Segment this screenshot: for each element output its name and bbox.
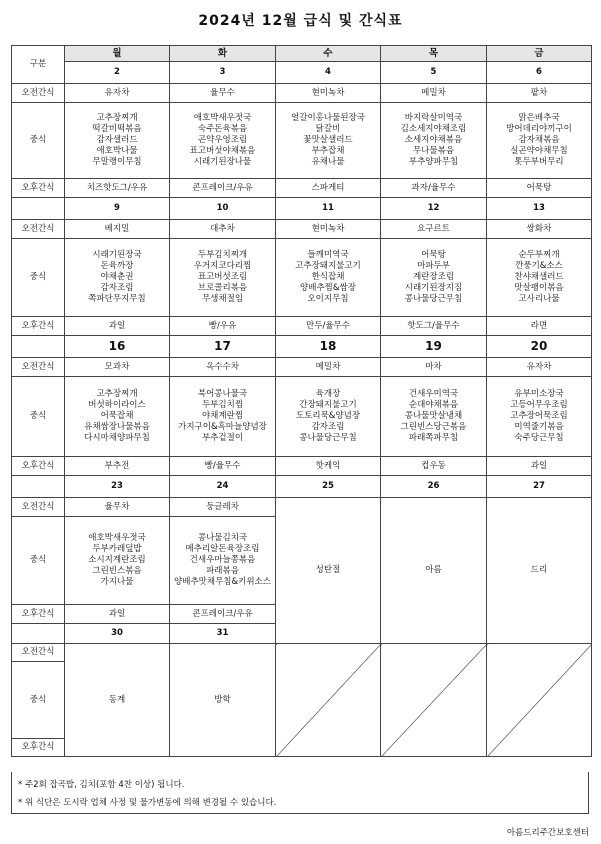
- note-2: * 위 식단은 도시락 업체 사정 및 물가변동에 의해 변경될 수 있습니다.: [18, 798, 277, 808]
- morning-snack-cell: 율무수: [170, 84, 276, 103]
- date-cell: 2: [65, 62, 170, 84]
- vacation-cell: 동계: [65, 644, 170, 757]
- afternoon-snack-cell: 스파게티: [276, 179, 381, 198]
- note-1: * 주2회 잡곡밥, 김치(포함 4찬 이상) 됩니다.: [18, 780, 185, 790]
- lunch-item: 고추장찌개: [96, 389, 138, 399]
- morning-snack-cell: 유자차: [487, 358, 592, 377]
- lunch-cell: [276, 239, 381, 317]
- lunch-item: 한식잡채: [311, 272, 345, 282]
- lunch-item: 버섯하이라이스: [88, 400, 146, 410]
- empty-crossed-cell: [276, 644, 381, 757]
- lunch-item: 파래볶음: [206, 566, 239, 576]
- afternoon-snack-cell: 과일: [487, 457, 592, 476]
- lunch-item: 김소세지야채조림: [400, 124, 467, 134]
- morning-label: 오전간식: [12, 644, 65, 662]
- morning-snack-cell: 팥차: [487, 84, 592, 103]
- lunch-item: 애호박새우젓국: [193, 113, 252, 123]
- lunch-item: 유채쌈장나물볶음: [84, 422, 150, 432]
- date-cell: 16: [65, 336, 170, 358]
- afternoon-snack-cell: 핫도그/율무수: [381, 317, 487, 336]
- lunch-item: 소시지계란조림: [88, 555, 146, 565]
- afternoon-snack-cell: 만두/율무수: [276, 317, 381, 336]
- lunch-item: 부추양파무침: [408, 157, 459, 167]
- lunch-item: 부추겉절이: [201, 433, 244, 443]
- date-cell: 4: [276, 62, 381, 84]
- lunch-cell: [381, 103, 487, 179]
- lunch-item: 유채나물: [311, 157, 345, 167]
- date-row-spacer: [12, 624, 65, 644]
- afternoon-snack-cell: 빵/우유: [170, 317, 276, 336]
- lunch-item: 감자샐러드: [96, 135, 138, 145]
- lunch-item: 애호박나물: [96, 146, 138, 156]
- vacation-cell: 방학: [170, 644, 276, 757]
- lunch-label: 중식: [12, 239, 65, 317]
- lunch-item: 찬샤채샐러드: [514, 272, 564, 282]
- day-header: 월: [65, 46, 170, 62]
- lunch-item: 우거지코다리찜: [193, 261, 252, 271]
- page-title: 2024년 12월 급식 및 간식표: [198, 13, 403, 29]
- lunch-item: 브로콜리볶음: [197, 283, 248, 293]
- date-cell: 20: [487, 336, 592, 358]
- lunch-item: 콩나물맛살냉채: [404, 411, 463, 421]
- lunch-item: 유부미소장국: [514, 389, 564, 399]
- lunch-cell: [65, 239, 170, 317]
- lunch-item: 숙주당근무침: [514, 433, 564, 443]
- lunch-item: 양배추맛채무침&키위소스: [174, 577, 271, 587]
- afternoon-snack-cell: 핫케익: [276, 457, 381, 476]
- morning-snack-cell: 메밀차: [276, 358, 381, 377]
- date-cell: 31: [170, 624, 276, 644]
- lunch-item: 쪽파단무지무침: [88, 294, 146, 304]
- date-cell: 11: [276, 198, 381, 220]
- morning-snack-cell: 메밀차: [381, 84, 487, 103]
- lunch-cell: [276, 103, 381, 179]
- lunch-item: 간장돼지불고기: [299, 400, 357, 410]
- lunch-item: 실곤약야채무침: [510, 146, 568, 156]
- date-cell: 25: [276, 476, 381, 498]
- lunch-item: 건새우마늘쫑볶음: [189, 555, 256, 565]
- lunch-item: 부추잡채: [311, 146, 345, 156]
- lunch-label: 중식: [12, 103, 65, 179]
- empty-crossed-cell: [381, 644, 487, 757]
- morning-snack-cell: 유자차: [65, 84, 170, 103]
- morning-snack-cell: 마차: [381, 358, 487, 377]
- lunch-item: 고추장찌개: [96, 113, 138, 123]
- lunch-cell: [487, 239, 592, 317]
- lunch-item: 감자조림: [311, 422, 345, 432]
- afternoon-snack-cell: 콘프레이크/우유: [170, 179, 276, 198]
- lunch-item: 계란장조림: [412, 272, 455, 282]
- lunch-cell: [65, 517, 170, 605]
- lunch-item: 맛살팽이볶음: [514, 283, 564, 293]
- lunch-item: 방어데리야끼구이: [506, 124, 572, 134]
- lunch-item: 닭갈비: [315, 124, 341, 134]
- date-row-spacer: [12, 336, 65, 358]
- lunch-item: 돈육까장: [100, 261, 134, 271]
- afternoon-snack-cell: 과일: [65, 317, 170, 336]
- morning-snack-cell: 쌍화차: [487, 220, 592, 239]
- footer-center-name: 아름드리주간보호센터: [506, 828, 589, 838]
- lunch-cell: [487, 103, 592, 179]
- lunch-item: 애호박새우젓국: [88, 533, 146, 543]
- lunch-item: 건새우미역국: [408, 389, 459, 399]
- morning-label: 오전간식: [12, 220, 65, 239]
- lunch-item: 고추장돼지불고기: [295, 261, 361, 271]
- gubun-label: 구분: [12, 46, 65, 84]
- morning-snack-cell: 율무차: [65, 498, 170, 517]
- lunch-item: 시래기된장지짐: [404, 283, 463, 293]
- notes-box: [11, 772, 589, 814]
- date-cell: 27: [487, 476, 592, 498]
- date-cell: 9: [65, 198, 170, 220]
- lunch-item: 도토리묵&양념장: [295, 411, 361, 421]
- morning-label: 오전간식: [12, 358, 65, 377]
- date-cell: 13: [487, 198, 592, 220]
- morning-snack-cell: 요구르트: [381, 220, 487, 239]
- lunch-item: 야채춘권: [100, 272, 134, 282]
- lunch-cell: [170, 377, 276, 457]
- lunch-item: 가지구이&흑마늘양념장: [178, 422, 267, 432]
- afternoon-label: 오후간식: [12, 317, 65, 336]
- date-cell: 17: [170, 336, 276, 358]
- lunch-item: 표고버섯야채볶음: [189, 146, 256, 156]
- lunch-item: 꽃맛살샐러드: [303, 135, 353, 145]
- afternoon-snack-cell: 부추전: [65, 457, 170, 476]
- lunch-cell: [487, 377, 592, 457]
- lunch-item: 야채계란찜: [201, 411, 244, 421]
- lunch-item: 표고버섯조림: [197, 272, 248, 282]
- lunch-item: 시래기된장나물: [193, 157, 252, 167]
- morning-label: 오전간식: [12, 498, 65, 517]
- afternoon-snack-cell: 라면: [487, 317, 592, 336]
- morning-snack-cell: 현미녹차: [276, 84, 381, 103]
- lunch-item: 양배추찜&쌈장: [300, 283, 356, 293]
- lunch-item: 감자조림: [100, 283, 134, 293]
- morning-snack-cell: 모과차: [65, 358, 170, 377]
- lunch-item: 순대야채볶음: [408, 400, 459, 410]
- lunch-cell: [381, 377, 487, 457]
- morning-snack-cell: 옥수수차: [170, 358, 276, 377]
- lunch-item: 콩나물당근무침: [404, 294, 463, 304]
- lunch-item: 곤약우엉조림: [197, 135, 248, 145]
- lunch-item: 어묵잡채: [100, 411, 134, 421]
- date-cell: 30: [65, 624, 170, 644]
- lunch-item: 무말랭이무침: [92, 157, 142, 167]
- date-cell: 26: [381, 476, 487, 498]
- lunch-item: 바지락살미역국: [404, 113, 463, 123]
- holiday-cell: 아름: [381, 498, 487, 644]
- afternoon-snack-cell: 어묵탕: [487, 179, 592, 198]
- lunch-cell: [170, 103, 276, 179]
- lunch-item: 감자채볶음: [518, 135, 560, 145]
- lunch-item: 콩나물김치국: [197, 533, 248, 543]
- lunch-item: 콩나물당근무침: [299, 433, 357, 443]
- afternoon-snack-cell: 치즈핫도그/우유: [65, 179, 170, 198]
- lunch-item: 고사리나물: [518, 294, 560, 304]
- afternoon-snack-cell: 컵우동: [381, 457, 487, 476]
- lunch-cell: [65, 103, 170, 179]
- date-cell: 12: [381, 198, 487, 220]
- lunch-item: 파래쪽파무침: [408, 433, 459, 443]
- lunch-item: 톳두부버무리: [514, 157, 564, 167]
- afternoon-label: 오후간식: [12, 457, 65, 476]
- lunch-item: 시래기된장국: [92, 250, 142, 260]
- day-header: 금: [487, 46, 592, 62]
- lunch-item: 고등어무우조림: [510, 400, 568, 410]
- lunch-item: 메추리알돈육장조림: [185, 544, 260, 554]
- morning-snack-cell: 둥글레차: [170, 498, 276, 517]
- lunch-item: 떡갈비떡볶음: [92, 124, 142, 134]
- morning-snack-cell: 대추차: [170, 220, 276, 239]
- lunch-cell: [170, 517, 276, 605]
- lunch-label: 중식: [12, 377, 65, 457]
- meal-schedule-table: [11, 45, 592, 757]
- day-header: 목: [381, 46, 487, 62]
- afternoon-label: 오후간식: [12, 179, 65, 198]
- date-cell: 6: [487, 62, 592, 84]
- lunch-item: 순두부찌개: [518, 250, 560, 260]
- date-cell: 24: [170, 476, 276, 498]
- morning-label: 오전간식: [12, 84, 65, 103]
- holiday-cell: 드리: [487, 498, 592, 644]
- date-cell: 3: [170, 62, 276, 84]
- date-cell: 19: [381, 336, 487, 358]
- lunch-cell: [276, 377, 381, 457]
- day-header: 화: [170, 46, 276, 62]
- morning-snack-cell: 현미녹차: [276, 220, 381, 239]
- afternoon-snack-cell: 과일: [65, 605, 170, 624]
- lunch-item: 깐풍기&소스: [515, 261, 563, 271]
- date-cell: 23: [65, 476, 170, 498]
- lunch-item: 다시마채양파무침: [84, 433, 150, 443]
- empty-crossed-cell: [487, 644, 592, 757]
- lunch-item: 무나물볶음: [412, 146, 455, 156]
- lunch-item: 얼갈이홍나물된장국: [291, 113, 365, 123]
- day-header: 수: [276, 46, 381, 62]
- lunch-item: 그린빈스볶음: [92, 566, 142, 576]
- lunch-item: 맑은배추국: [518, 113, 560, 123]
- afternoon-label: 오후간식: [12, 739, 65, 757]
- afternoon-snack-cell: 빵/율무수: [170, 457, 276, 476]
- lunch-item: 마파두부: [417, 261, 450, 271]
- date-row-spacer: [12, 198, 65, 220]
- lunch-item: 미역줄기볶음: [514, 422, 564, 432]
- lunch-label: 중식: [12, 662, 65, 739]
- lunch-cell: [381, 239, 487, 317]
- morning-snack-cell: 베지밀: [65, 220, 170, 239]
- lunch-label: 중식: [12, 517, 65, 605]
- lunch-item: 육개장: [315, 389, 341, 399]
- lunch-cell: [65, 377, 170, 457]
- lunch-cell: [170, 239, 276, 317]
- lunch-item: 소세지야채볶음: [404, 135, 463, 145]
- lunch-item: 북어콩나물국: [197, 389, 248, 399]
- afternoon-label: 오후간식: [12, 605, 65, 624]
- lunch-item: 두부김치찌개: [197, 250, 248, 260]
- holiday-cell: 성탄절: [276, 498, 381, 644]
- date-cell: 10: [170, 198, 276, 220]
- lunch-item: 그린빈스당근볶음: [400, 422, 467, 432]
- lunch-item: 어묵탕: [421, 250, 446, 260]
- lunch-item: 숙주돈육볶음: [197, 124, 248, 134]
- date-row-spacer: [12, 476, 65, 498]
- lunch-item: 들깨미역국: [307, 250, 349, 260]
- lunch-item: 두부김치찜: [201, 400, 244, 410]
- date-cell: 5: [381, 62, 487, 84]
- lunch-item: 오이지무침: [307, 294, 349, 304]
- afternoon-snack-cell: 과자/율무수: [381, 179, 487, 198]
- date-cell: 18: [276, 336, 381, 358]
- afternoon-snack-cell: 콘프레이크/우유: [170, 605, 276, 624]
- lunch-item: 고추장어묵조림: [510, 411, 568, 421]
- lunch-item: 무생채절임: [201, 294, 244, 304]
- lunch-item: 가지나물: [100, 577, 134, 587]
- lunch-item: 두부카레덮밥: [92, 544, 142, 554]
